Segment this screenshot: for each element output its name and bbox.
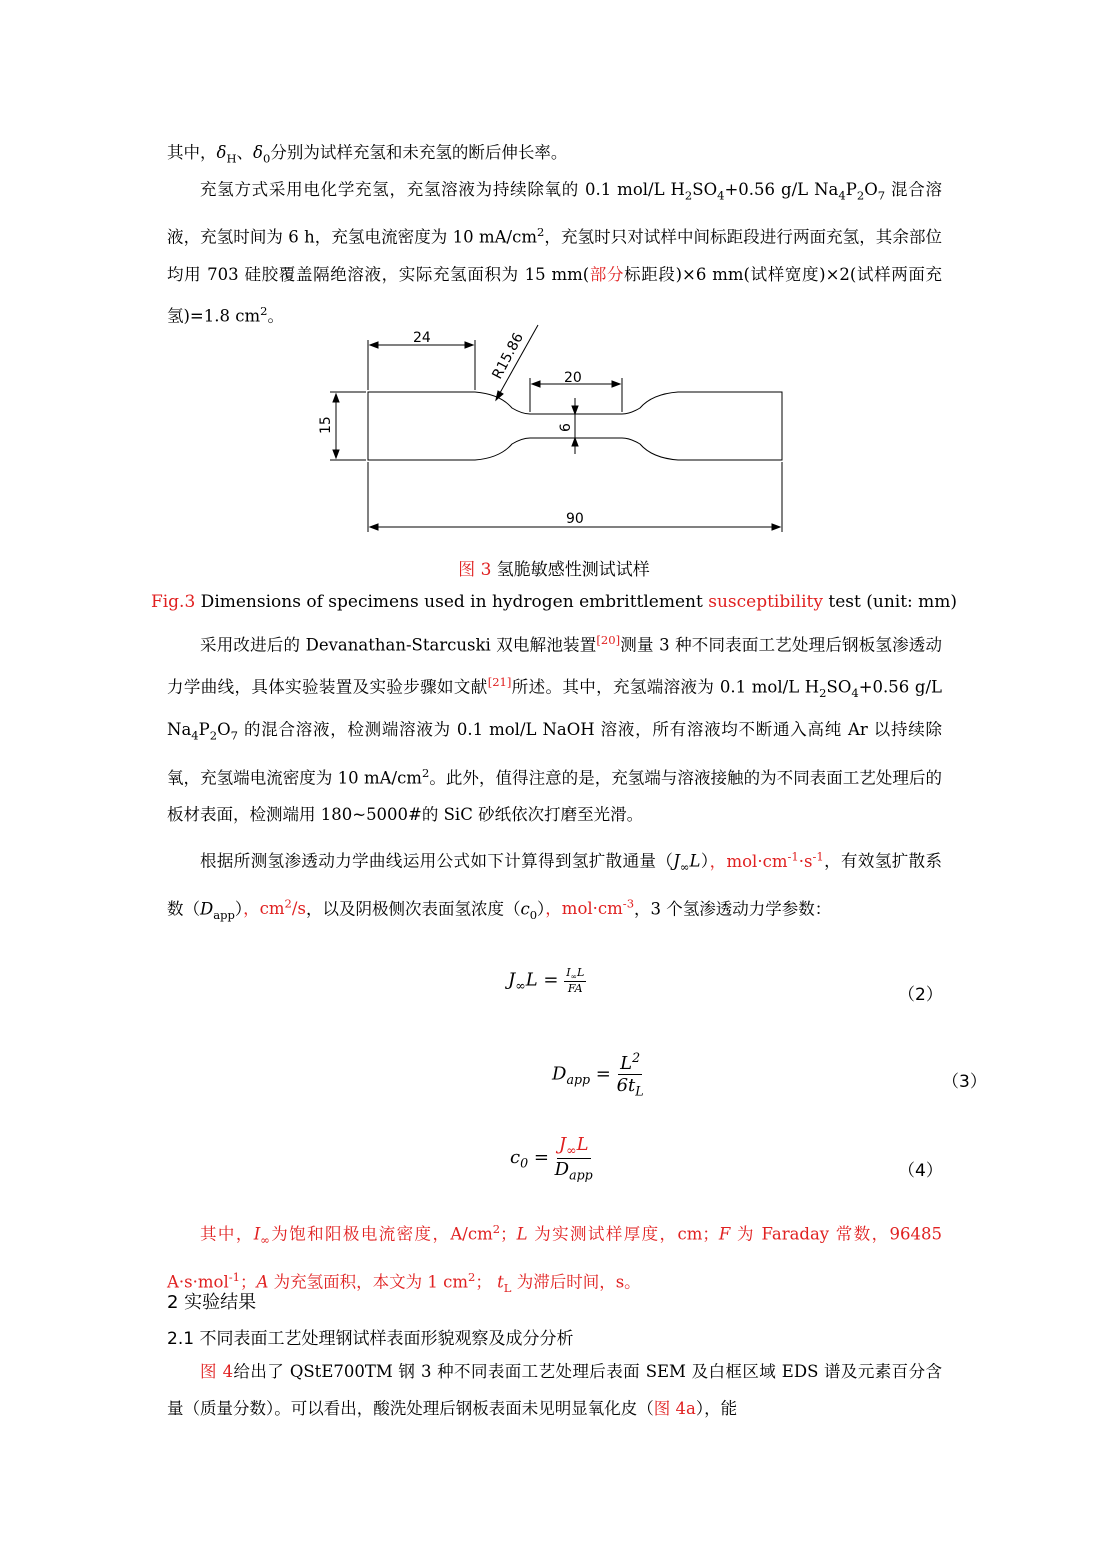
dim-6-label: 6 — [558, 423, 574, 432]
dim-15-label: 15 — [318, 416, 334, 434]
dim-20-label: 20 — [564, 370, 582, 386]
figure-caption-cn: 图 3 氢脆敏感性测试试样 — [458, 560, 650, 580]
paragraph-2: 充氢方式采用电化学充氢，充氢溶液为持续除氧的 0.1 mol/L $H_2SO_4+0.56$ g/L $Na_4P_2O_7$ 混合溶液，充氢时间为 6 h，充氢电流密度为 10 $mA/cm^2$，充氢时只对试样中间标距段进行两面充氢，其余部位均用 703 硅胶覆盖隔绝溶液，实际充氢面积为 15 mm(部分标距段)×6 mm(试样宽度)×2(试样两面充氢)=1.8 $cm^2$。 — [167, 180, 943, 326]
dim-90-label: 90 — [566, 511, 584, 527]
dim-24-label: 24 — [413, 330, 431, 346]
figure-caption-en: Fig.3 Dimensions of specimens used in hydrogen embrittlement susceptibility test (unit: mm) — [150, 592, 958, 612]
paragraph-5: 其中，$I_\infty$为饱和阳极电流密度，$A/cm^2$；L 为实测试样厚度，cm；F 为 Faraday 常数，96485 A·s·mol$^{-1}$；A 为充氢面积，本文为 1 $cm^2$； $t_L$ 为滞后时间，s。 — [167, 1222, 942, 1295]
paragraph-6: 图 4给出了 QStE700TM 钢 3 种不同表面工艺处理后表面 SEM 及白框区域 EDS 谱及元素百分含量（质量分数）。可以看出，酸洗处理后钢板表面未见明显氧化皮（图 4a），能 — [167, 1362, 942, 1418]
equation-2-number: （2） — [898, 985, 943, 1005]
section-heading-2-1: 2.1 不同表面工艺处理钢试样表面形貌观察及成分分析 — [167, 1329, 574, 1349]
specimen-drawing — [300, 320, 800, 545]
equation-3-number: （3） — [942, 1072, 987, 1092]
section-heading-2: 2 实验结果 — [167, 1292, 257, 1313]
equation-2: $J_\infty L$ = $\frac{I_\infty L}{FA}$ — [508, 966, 585, 996]
equation-4: $c_0$ = $\frac{J_\infty L}{D_{app}}$ — [510, 1134, 593, 1183]
equation-4-number: （4） — [898, 1161, 943, 1181]
equation-3: $D_{app}$ = $\frac{L^2}{6t_L}$ — [552, 1050, 644, 1099]
paragraph-4: 根据所测氢渗透动力学曲线运用公式如下计算得到氢扩散通量$(J_\infty L)$，$mol\cdot cm^{-1}\cdot s^{-1}$，有效氢扩散系数$(D_{app})$，$cm^2/s$，以及阴极侧次表面氢浓度$(c_0)$，$mol\cdot cm^{-3}$，3 个氢渗透动力学参数： — [167, 849, 943, 922]
paragraph-1: 其中，$\delta_H$、$\delta_0$分别为试样充氢和未充氢的断后伸长率。 — [167, 143, 568, 166]
dim-radius-label: R15.86 — [489, 330, 527, 382]
paragraph-3: 采用改进后的 Devanathan-Starcuski 双电解池装置[20]测量 3 种不同表面工艺处理后钢板氢渗透动力学曲线，具体实验装置及实验步骤如文献[21]所述。其中，充氢端溶液为 0.1 mol/L $H_2SO_4+0.56$ g/L $Na_4P_2O_7$ 的混合溶液，检测端溶液为 0.1 mol/L NaOH 溶液，所有溶液均不断通入高纯 Ar 以持续除氧，充氢端电流密度为 10 $mA/cm^2$。此外，值得注意的是，充氢端与溶液接触的为不同表面工艺处理后的板材表面，检测端用 180~5000#的 SiC 砂纸依次打磨至光滑。 — [167, 633, 942, 825]
